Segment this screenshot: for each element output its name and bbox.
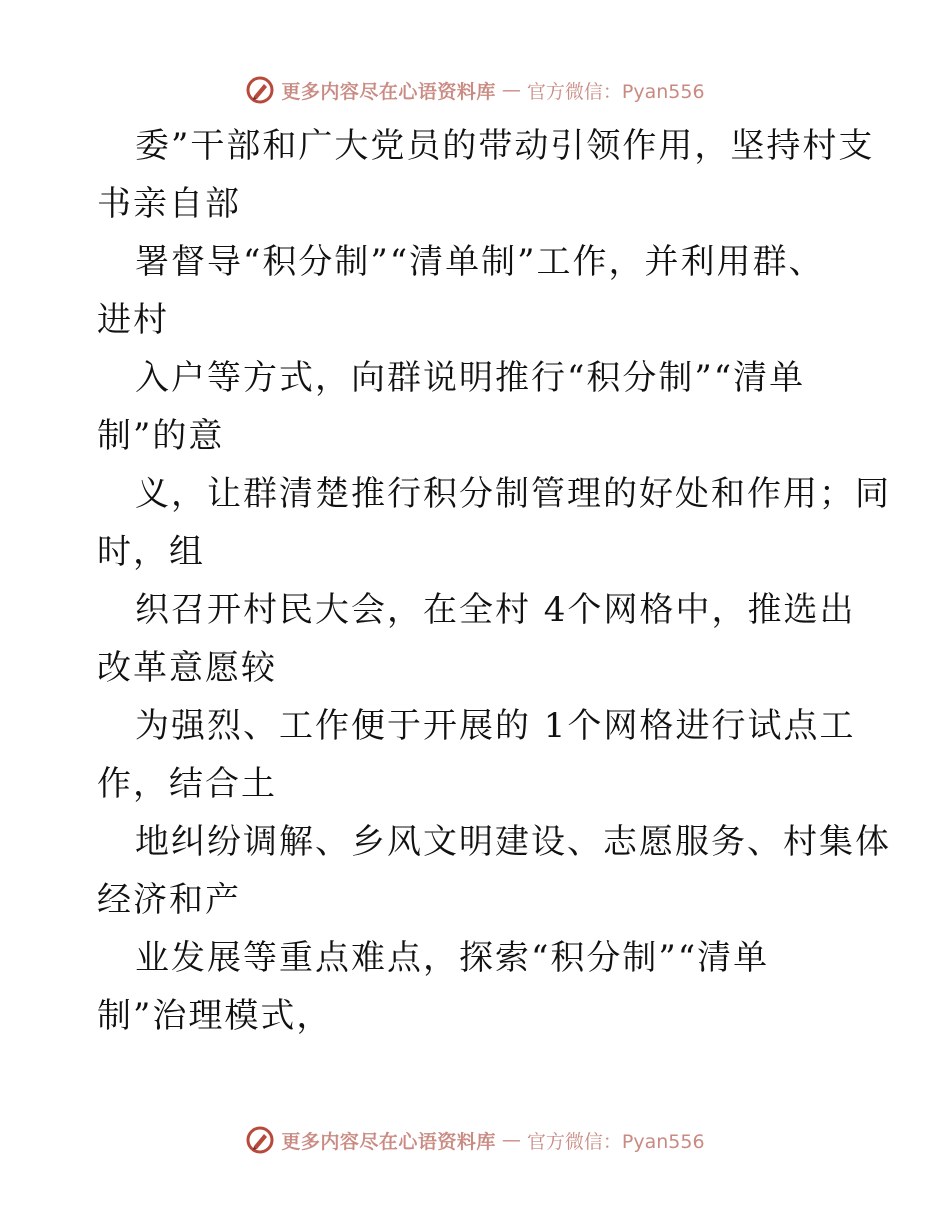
text-line: 义，让群清楚推行积分制管理的好处和作用；同 [135,474,891,514]
text-line: 书亲自部 [97,184,241,224]
watermark-separator: — [501,1129,521,1151]
text-line: 地纠纷调解、乡风文明建设、志愿服务、村集体 [135,822,891,862]
text-line: 作，结合土 [97,764,277,804]
watermark-wechat: 官方微信：Pyan556 [526,1130,705,1153]
text-line: 经济和产 [97,880,241,920]
text-line: 改革意愿较 [97,648,277,688]
document-body [97,117,891,1045]
text-line: 制”治理模式， [97,996,333,1036]
text-line: 委”干部和广大党员的带动引领作用，坚持村支 [135,126,875,166]
text-line: 织召开村民大会，在全村 4个网格中，推选出 [135,590,856,630]
footer-watermark [0,1120,950,1160]
watermark-text: 更多内容尽在心语资料库 [281,1130,496,1153]
text-line: 时，组 [97,532,205,572]
text-line: 业发展等重点难点，探索“积分制”“清单 [135,938,770,978]
watermark-text: 更多内容尽在心语资料库 [281,80,496,103]
text-line: 署督导“积分制”“清单制”工作，并利用群、 [135,242,825,282]
text-line: 为强烈、工作便于开展的 1个网格进行试点工 [135,706,856,746]
watermark-wechat: 官方微信：Pyan556 [526,80,705,103]
text-line: 进村 [97,300,169,340]
pen-logo-icon [245,1125,275,1155]
watermark-separator: — [501,79,521,101]
header-watermark [0,70,950,110]
pen-logo-icon [245,75,275,105]
text-line: 制”的意 [97,416,225,456]
text-line: 入户等方式，向群说明推行“积分制”“清单 [135,358,806,398]
